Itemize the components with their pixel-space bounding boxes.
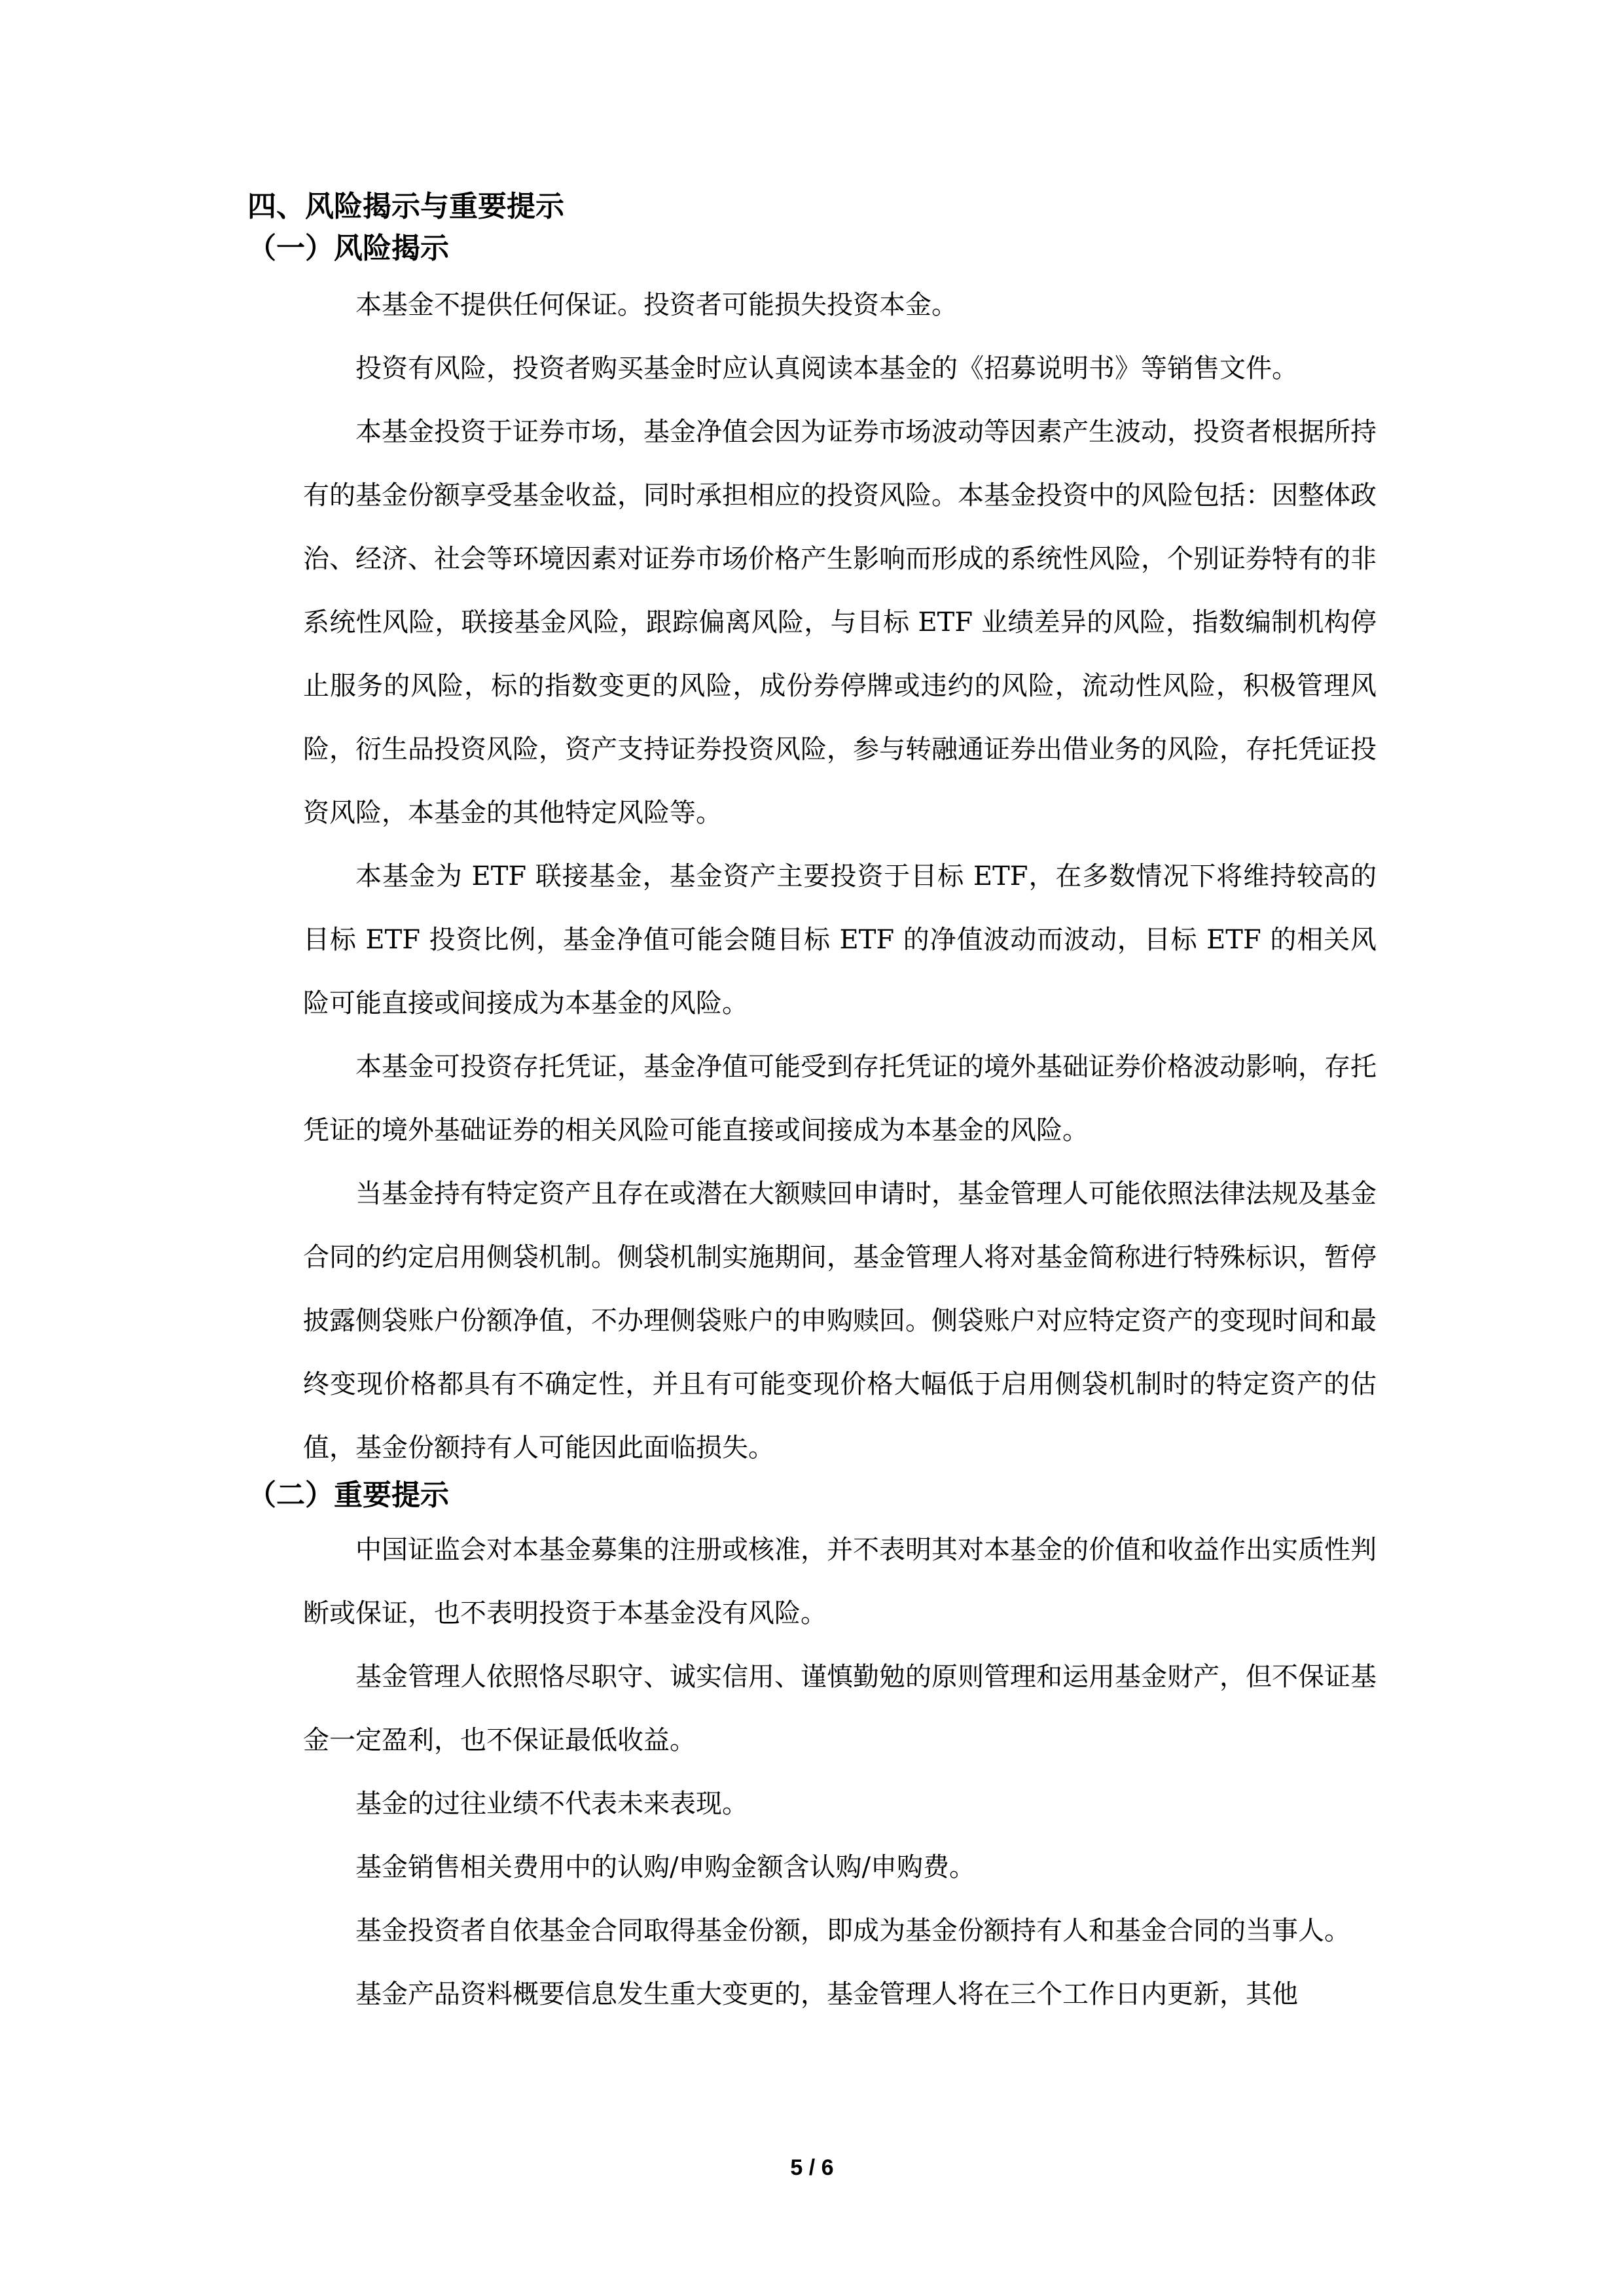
note-paragraph-4: 基金销售相关费用中的认购/申购金额含认购/申购费。 [355, 1852, 975, 1882]
note-paragraph-3: 基金的过往业绩不代表未来表现。 [355, 1789, 748, 1819]
important-notes-heading: （二）重要提示 [247, 1479, 449, 1512]
risk-disclosure-section [303, 274, 1377, 1480]
note-paragraph-2: 基金管理人依照恪尽职守、诚实信用、谨慎勤勉的原则管理和运用基金财产，但不保证基金一定盈利，也不保证最低收益。 [303, 1662, 1377, 1755]
risk-disclosure-heading: （一）风险揭示 [247, 232, 449, 265]
risk-paragraph-4: 本基金为 ETF 联接基金，基金资产主要投资于目标 ETF，在多数情况下将维持较高的目标 ETF 投资比例，基金净值可能会随目标 ETF 的净值波动而波动，目标 ETF 的相关风险可能直接或间接成为本基金的风险。 [303, 861, 1377, 1018]
risk-paragraph-2: 投资有风险，投资者购买基金时应认真阅读本基金的《招募说明书》等销售文件。 [355, 353, 1298, 384]
note-paragraph-6: 基金产品资料概要信息发生重大变更的，基金管理人将在三个工作日内更新，其他 [355, 1979, 1298, 2009]
note-paragraph-5: 基金投资者自依基金合同取得基金份额，即成为基金份额持有人和基金合同的当事人。 [355, 1916, 1350, 1946]
risk-paragraph-3: 本基金投资于证券市场，基金净值会因为证券市场波动等因素产生波动，投资者根据所持有的基金份额享受基金收益，同时承担相应的投资风险。本基金投资中的风险包括：因整体政治、经济、社会等环境因素对证券市场价格产生影响而形成的系统性风险，个别证券特有的非系统性风险，联接基金风险，跟踪偏离风险，与目标 ETF 业绩差异的风险，指数编制机构停止服务的风险，标的指数变更的风险，成份券停牌或违约的风险，流动性风险，积极管理风险，衍生品投资风险，资产支持证券投资风险，参与转融通证券出借业务的风险，存托凭证投资风险，本基金的其他特定风险等。 [303, 417, 1377, 828]
note-paragraph-1: 中国证监会对本基金募集的注册或核准，并不表明其对本基金的价值和收益作出实质性判断或保证，也不表明投资于本基金没有风险。 [303, 1535, 1377, 1628]
section-heading: 四、风险揭示与重要提示 [247, 190, 564, 223]
risk-paragraph-1: 本基金不提供任何保证。投资者可能损失投资本金。 [355, 290, 958, 320]
important-notes-section [303, 1518, 1377, 2026]
risk-paragraph-6: 当基金持有特定资产且存在或潜在大额赎回申请时，基金管理人可能依照法律法规及基金合同的约定启用侧袋机制。侧袋机制实施期间，基金管理人将对基金简称进行特殊标识，暂停披露侧袋账户份额净值，不办理侧袋账户的申购赎回。侧袋账户对应特定资产的变现时间和最终变现价格都具有不确定性，并且有可能变现价格大幅低于启用侧袋机制时的特定资产的估值，基金份额持有人可能因此面临损失。 [303, 1179, 1377, 1463]
page-number: 5 / 6 [790, 2155, 834, 2180]
risk-paragraph-5: 本基金可投资存托凭证，基金净值可能受到存托凭证的境外基础证券价格波动影响，存托凭证的境外基础证券的相关风险可能直接或间接成为本基金的风险。 [303, 1052, 1377, 1145]
